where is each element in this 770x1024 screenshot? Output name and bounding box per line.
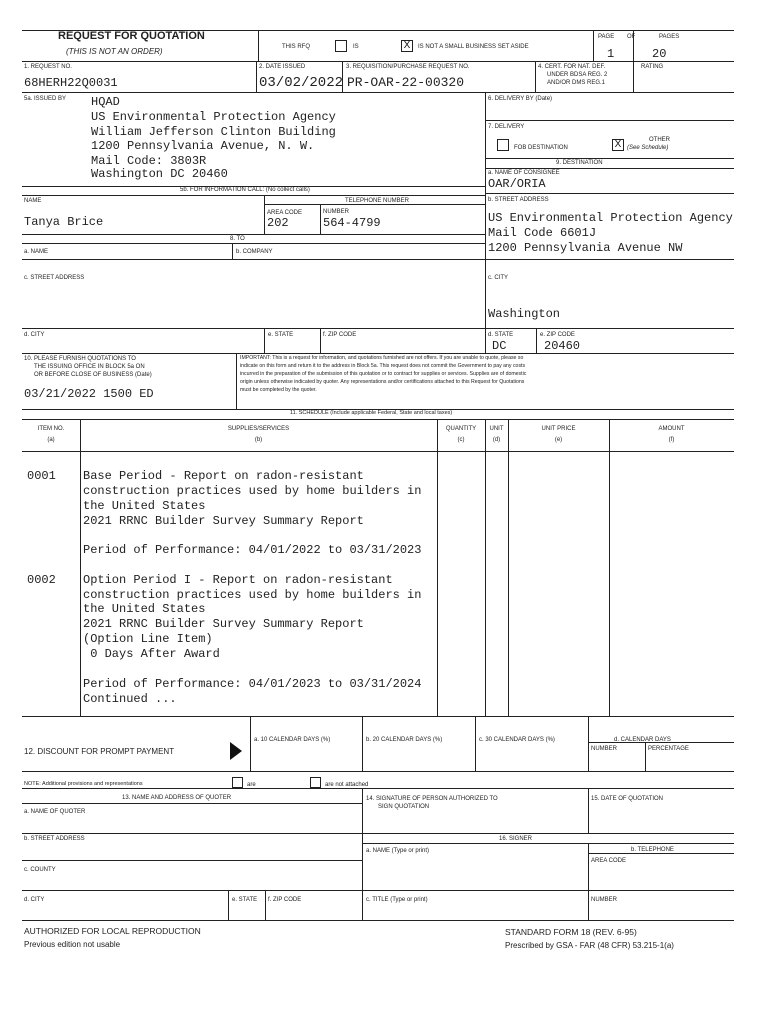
to-label: 8. TO — [230, 236, 245, 242]
page-label: PAGE — [598, 34, 615, 40]
issued-by-line: Washington DC 20460 — [91, 167, 228, 181]
amount-sub: (f) — [668, 437, 675, 443]
signer-title-label: c. TITLE (Type or print) — [366, 897, 428, 903]
signature-label-2: SIGN QUOTATION — [378, 804, 430, 810]
requisition-no-label: 3. REQUISITION/PURCHASE REQUEST NO. — [346, 64, 470, 70]
of-label: OF — [627, 34, 636, 40]
item-description-line: Base Period - Report on radon-resistant — [83, 469, 364, 483]
date-issued-value[interactable]: 03/02/2022 — [259, 75, 344, 91]
quoter-state-label: e. STATE — [232, 897, 258, 903]
destination-street-line: Mail Code 6601J — [488, 226, 597, 240]
form-subtitle: (THIS IS NOT AN ORDER) — [66, 47, 163, 56]
phone-number-label: NUMBER — [323, 209, 350, 215]
footer-prescribed-by: Prescribed by GSA - FAR (48 CFR) 53.215-1(a) — [505, 941, 674, 950]
destination-zip-value[interactable]: 20460 — [544, 339, 581, 353]
item-number: 0002 — [27, 573, 56, 587]
supplies-sub: (b) — [254, 437, 263, 443]
area-code-value[interactable]: 202 — [267, 216, 289, 230]
provisions-are-not-label: are not attached — [325, 782, 369, 788]
total-pages: 20 — [652, 47, 667, 61]
destination-street-line: US Environmental Protection Agency — [488, 211, 733, 225]
consignee-value[interactable]: OAR/ORIA — [488, 177, 546, 191]
item-description-line: 0 Days After Award — [83, 647, 220, 661]
unit-sub: (d) — [492, 437, 501, 443]
cert-label: 4. CERT. FOR NAT. DEF. — [538, 64, 606, 70]
signer-name-label: a. NAME (Type or print) — [366, 848, 430, 854]
issued-by-label: 5a. ISSUED BY — [24, 96, 67, 102]
quantity-sub: (c) — [457, 437, 465, 443]
calendar-days-percentage-label: PERCENTAGE — [648, 746, 689, 752]
unit-header: UNIT — [489, 426, 504, 432]
discount-30-days-label: c. 30 CALENDAR DAYS (%) — [479, 737, 555, 743]
issued-by-line: US Environmental Protection Agency — [91, 110, 336, 124]
rating-label: RATING — [641, 64, 664, 70]
signer-number-label: NUMBER — [591, 897, 618, 903]
important-notice-line: indicate on this form and return it to the address in Block 5a. This request does not commit the Government to pay any costs — [240, 363, 526, 369]
item-description-line: (Option Line Item) — [83, 632, 213, 646]
request-no-value[interactable]: 68HERH22Q0031 — [24, 76, 118, 90]
amount-header: AMOUNT — [658, 426, 685, 432]
request-no-label: 1. REQUEST NO. — [24, 64, 72, 70]
fob-destination-label: FOB DESTINATION — [514, 145, 568, 151]
unit-price-header: UNIT PRICE — [541, 426, 576, 432]
signer-area-code-label: AREA CODE — [591, 858, 627, 864]
to-street-label: c. STREET ADDRESS — [24, 275, 85, 281]
page-number: 1 — [607, 47, 615, 61]
destination-state-label: d. STATE — [488, 332, 514, 338]
information-call-label: 5b. FOR INFORMATION CALL: (No collect calls) — [180, 187, 310, 193]
to-state-label: e. STATE — [268, 332, 294, 338]
to-zip-label: f. ZIP CODE — [323, 332, 357, 338]
furnish-quotations-label-3: OR BEFORE CLOSE OF BUSINESS (Date) — [34, 372, 152, 378]
quoter-header: 13. NAME AND ADDRESS OF QUOTER — [122, 795, 232, 801]
discount-label: 12. DISCOUNT FOR PROMPT PAYMENT — [24, 747, 175, 756]
quoter-county-label: c. COUNTY — [24, 867, 56, 873]
destination-street-line: 1200 Pennsylvania Avenue NW — [488, 241, 683, 255]
quoter-street-label: b. STREET ADDRESS — [24, 836, 85, 842]
this-rfq-label: THIS RFQ — [282, 44, 310, 50]
destination-street-label: b. STREET ADDRESS — [488, 197, 549, 203]
pages-label: PAGES — [659, 34, 680, 40]
to-company-label: b. COMPANY — [236, 249, 273, 255]
area-code-label: AREA CODE — [267, 210, 303, 216]
item-number: 0001 — [27, 469, 56, 483]
item-no-sub: (a) — [47, 437, 55, 443]
important-notice-line: origin unless otherwise indicated by quoter. Any representations and/or certifications attached to this Request for Quotations — [240, 379, 525, 385]
contact-name-value[interactable]: Tanya Brice — [24, 215, 104, 229]
destination-label: 9. DESTINATION — [556, 160, 603, 166]
to-city-label: d. CITY — [24, 332, 45, 338]
destination-city-value[interactable]: Washington — [488, 307, 561, 321]
discount-10-days-label: a. 10 CALENDAR DAYS (%) — [254, 737, 331, 743]
provisions-are-label: are — [247, 782, 256, 788]
issued-by-line: HQAD — [91, 95, 120, 109]
furnish-quotations-label: 10. PLEASE FURNISH QUOTATIONS TO — [24, 356, 136, 362]
item-description-line: construction practices used by home builders in — [83, 484, 422, 498]
date-issued-label: 2. DATE ISSUED — [259, 64, 306, 70]
destination-zip-label: e. ZIP CODE — [540, 332, 575, 338]
telephone-number-label: TELEPHONE NUMBER — [345, 198, 410, 204]
destination-city-label: c. CITY — [488, 275, 509, 281]
important-notice-line: incurred in the preparation of the submission of this quotation or to contract for supplies or services. Supplies are of domestic — [240, 371, 527, 377]
is-small-business-checkbox[interactable] — [335, 40, 347, 52]
item-description-line: 2021 RRNC Builder Survey Summary Report — [83, 514, 364, 528]
other-schedule-checkbox[interactable]: X — [612, 139, 624, 151]
schedule-label: 11. SCHEDULE (Include applicable Federal, State and local taxes) — [290, 410, 453, 416]
quantity-header: QUANTITY — [445, 426, 477, 432]
note-label: NOTE: Additional provisions and representations — [24, 781, 143, 787]
quoter-zip-label: f. ZIP CODE — [268, 897, 302, 903]
arrow-right-icon — [230, 742, 242, 760]
quotation-due-date[interactable]: 03/21/2022 1500 ED — [24, 387, 154, 401]
destination-state-value[interactable]: DC — [492, 339, 507, 353]
fob-destination-checkbox[interactable] — [497, 139, 509, 151]
see-schedule-label: (See Schedule) — [627, 145, 669, 151]
item-description-line: the United States — [83, 499, 206, 513]
signature-label: 14. SIGNATURE OF PERSON AUTHORIZED TO — [366, 796, 498, 802]
cert-label-2: UNDER BDSA REG. 2 — [547, 72, 608, 78]
item-description-line: construction practices used by home builders in — [83, 588, 422, 602]
furnish-quotations-label-2: THE ISSUING OFFICE IN BLOCK 5a ON — [34, 364, 145, 370]
quoter-name-label: a. NAME OF QUOTER — [24, 809, 86, 815]
date-of-quotation-label: 15. DATE OF QUOTATION — [591, 796, 664, 802]
item-description-line: Period of Performance: 04/01/2022 to 03/31/2023 — [83, 543, 422, 557]
footer-reproduction-label: AUTHORIZED FOR LOCAL REPRODUCTION — [24, 926, 201, 936]
footer-form-number: STANDARD FORM 18 (REV. 6-95) — [505, 927, 637, 937]
consignee-label: a. NAME OF CONSIGNEE — [488, 170, 560, 176]
calendar-days-number-label: NUMBER — [591, 746, 618, 752]
phone-number-value[interactable]: 564-4799 — [323, 216, 381, 230]
issued-by-line: 1200 Pennsylvania Avenue, N. W. — [91, 139, 315, 153]
important-notice-line: must be completed by the quoter. — [240, 387, 317, 393]
important-notice-line: IMPORTANT: This is a request for information, and quotations furnished are not offers. If you are unable to quote, please so — [240, 355, 524, 361]
item-no-header: ITEM NO. — [37, 426, 65, 432]
requisition-no-value[interactable]: PR-OAR-22-00320 — [347, 75, 465, 90]
contact-name-label: NAME — [24, 198, 42, 204]
is-label: IS — [353, 44, 359, 50]
calendar-days-label: d. CALENDAR DAYS — [614, 737, 671, 743]
issued-by-line: William Jefferson Clinton Building — [91, 125, 336, 139]
signer-label: 16. SIGNER — [499, 836, 533, 842]
quoter-city-label: d. CITY — [24, 897, 45, 903]
footer-previous-edition-label: Previous edition not usable — [24, 940, 121, 949]
item-description-line: Period of Performance: 04/01/2023 to 03/31/2024 — [83, 677, 422, 691]
to-name-label: a. NAME — [24, 249, 49, 255]
form-title: REQUEST FOR QUOTATION — [58, 30, 205, 42]
supplies-header: SUPPLIES/SERVICES — [227, 426, 290, 432]
item-description-line: Continued ... — [83, 692, 177, 706]
other-label: OTHER — [649, 137, 670, 143]
item-description-line: Option Period I - Report on radon-resistant — [83, 573, 393, 587]
provisions-are-not-checkbox[interactable] — [310, 777, 321, 788]
item-description-line: the United States — [83, 602, 206, 616]
issued-by-line: Mail Code: 3803R — [91, 154, 207, 168]
is-not-small-business-checkbox[interactable]: X — [401, 40, 413, 52]
discount-20-days-label: b. 20 CALENDAR DAYS (%) — [366, 737, 443, 743]
cert-label-3: AND/OR DMS REG.1 — [547, 80, 606, 86]
provisions-are-checkbox[interactable] — [232, 777, 243, 788]
delivery-label: 7. DELIVERY — [488, 124, 525, 130]
unit-price-sub: (e) — [554, 437, 563, 443]
delivery-by-label: 6. DELIVERY BY (Date) — [488, 96, 553, 102]
signer-telephone-label: b. TELEPHONE — [631, 847, 674, 853]
is-not-small-business-label: IS NOT A SMALL BUSINESS SET ASIDE — [418, 44, 529, 50]
item-description-line: 2021 RRNC Builder Survey Summary Report — [83, 617, 364, 631]
